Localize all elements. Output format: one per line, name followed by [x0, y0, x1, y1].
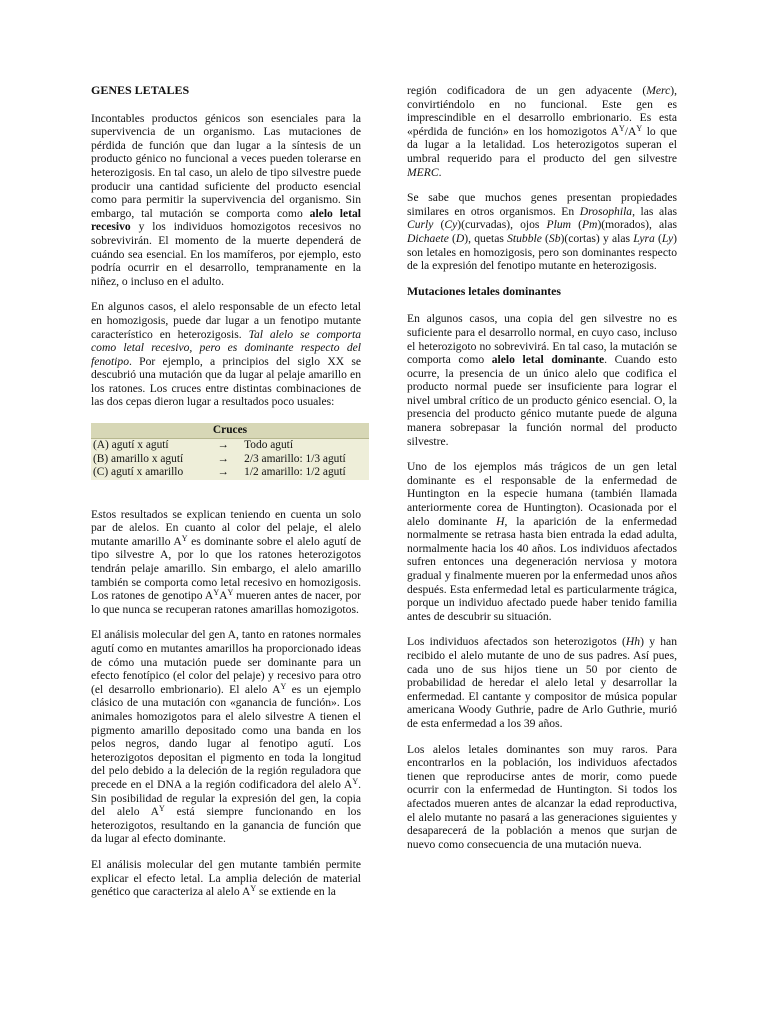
arrow-icon: →: [204, 453, 242, 466]
paragraph-lethal-recessive: Incontables productos génicos son esenciales para la supervivencia de un organismo. Las mutaciones de pérdida de función que dan lugar a la síntesis de un producto génico no funcional a veces pueden tolerarse en heterozigosis. En tal caso, un alelo de tipo silvestre puede producir una cantidad suficiente del producto esencial como para permitir la supervivencia del organismo. Sin embargo, tal mutación se comporta como alelo letal recesivo y los individuos homozigotos recesivos no sobrevivirán. El momento de la muerte dependerá de cuándo sea esencial. En los mamíferos, por ejemplo, esto podría ocurrir en el desarrollo, tempranamente en la niñez, o incluso en el adulto.: [91, 111, 361, 288]
term-dominant-lethal: alelo letal dominante: [491, 353, 605, 367]
paragraph-explanation: Estos resultados se explican teniendo en cuenta un solo par de alelos. En cuanto al color del pelaje, el alelo mutante amarillo $A^Y$ es dominante sobre el alelo agutí de tipo silvestre A, por lo que los ratones heterozigotos tendrán pelaje amarillo. Sin embargo, el alelo amarillo también se comporta como letal recesivo en homozigosis. Los ratones de genotipo $A^YA^Y$ mueren antes de nacer, por lo que nunca se recuperan ratones amarillas homozigotos.: [91, 507, 361, 616]
cross-cell: (C) agutí x amarillo: [91, 466, 204, 479]
table-row: [91, 453, 369, 466]
table-row: [91, 466, 369, 479]
paragraph-drosophila: Se sabe que muchos genes presentan propiedades similares en otros organismos. En Drosophila, las alas Curly (Cy)(curvadas), ojos Plum (Pm)(morados), alas Dichaete (D), quetas Stubble (Sb)(cortas) y alas Lyra (Ly) son letales en homozigosis, pero son dominantes respecto de la expresión del fenotipo mutante en heterozigosis.: [407, 191, 677, 273]
crosses-table-header: Cruces: [91, 423, 369, 439]
term-recessive-lethal: alelo letal recesivo: [91, 206, 361, 234]
right-column: [407, 84, 677, 863]
left-column: [91, 84, 361, 911]
paragraph-merc-gene: región codificadora de un gen adyacente (Merc), convirtiéndolo en no funcional. Este gen es imprescindible en el desarrollo embrionario. Es esta «pérdida de función» en los homozigotos $A^Y/A^Y$ lo que da lugar a la letalidad. Los heterozigotos superan el umbral requerido para el producto del gen silvestre MERC.: [407, 84, 677, 179]
paragraph-rare-alleles: Los alelos letales dominantes son muy raros. Para encontrarlos en la población, los individuos afectados tienen que reproducirse antes de morir, como puede ocurrir con la enfermedad de Huntington. Si todos los afectados mueren antes de alcanzar la edad reproductiva, el alelo mutante no pasará a las generaciones siguientes y desaparecerá de la población a menos que surjan de nuevo como consecuencia de una mutación nueva.: [407, 742, 677, 851]
result-cell: Todo agutí: [242, 439, 369, 453]
cross-cell: (A) agutí x agutí: [91, 439, 204, 453]
result-cell: 1/2 amarillo: 1/2 agutí: [242, 466, 369, 479]
arrow-icon: →: [204, 466, 242, 479]
table-row: [91, 439, 369, 453]
crosses-table: [91, 423, 369, 480]
paragraph-molecular-analysis: El análisis molecular del gen A, tanto en ratones normales agutí como en mutantes amarillos ha proporcionado ideas de cómo una mutación puede ser dominante para un efecto fenotípico (el color del pelaje) y recesivo para otro (el desarrollo embrionario). El alelo $A^Y$ es un ejemplo clásico de una mutación con «ganancia de función». Los animales homozigotos para el alelo silvestre A tienen el pigmento amarillo depositado como una banda en los pelos negros, dando lugar al fenotipo agutí. Los heterozigotos depositan el pigmento en toda la longitud del pelo debido a la deleción de la región reguladora que precede en el DNA a la región codificadora del alelo $A^Y$. Sin posibilidad de regular la expresión del gen, la copia del alelo $A^Y$ está siempre funcionando en los heterozigotos, resultando en la ganancia de función que da lugar al efecto dominante.: [91, 628, 361, 846]
section-heading: Mutaciones letales dominantes: [407, 283, 562, 298]
paragraph-heterozygous-phenotype: En algunos casos, el alelo responsable de un efecto letal en homozigosis, puede dar lugar a un fenotipo mutante característico en heterozigosis. Tal alelo se comporta como letal recesivo, pero es dominante respecto del fenotipo. Por ejemplo, a principios del siglo XX se descubrió una mutación que da lugar al pelaje amarillo en los ratones. Los cruces entre distintas combinaciones de las dos cepas dieron lugar a resultados poco usuales:: [91, 300, 361, 409]
italic-statement: Tal alelo se comporta como letal recesivo, pero es dominante respecto del fenotipo: [91, 327, 361, 368]
paragraph-lethal-effect: El análisis molecular del gen mutante también permite explicar el efecto letal. La amplia deleción de material genético que caracteriza al alelo $A^Y$ se extiende en la: [91, 857, 361, 899]
result-cell: 2/3 amarillo: 1/3 agutí: [242, 453, 369, 466]
paragraph-dominant-lethal: En algunos casos, una copia del gen silvestre no es suficiente para el desarrollo normal, en cuyo caso, incluso el heterozigoto no sobrevivirá. En tal caso, la mutación se comporta como alelo letal dominante. Cuando esto ocurre, la presencia de un único alelo que codifica el producto normal puede ser insuficiente para lograr el nivel umbral crítico de un producto génico esencial. O, la presencia del producto génico mutante puede de alguna manera sobrepasar la función normal del producto silvestre.: [407, 312, 677, 448]
cross-cell: (B) amarillo x agutí: [91, 453, 204, 466]
arrow-icon: →: [204, 439, 242, 453]
paragraph-huntington: Uno de los ejemplos más trágicos de un gen letal dominante es el responsable de la enfermedad de Huntington en la especie humana (también llamada anteriormente corea de Huntington). Ocasionada por el alelo dominante H, la aparición de la enfermedad normalmente se retrasa hasta bien entrada la edad adulta, normalmente hacia los 40 años. Los individuos afectados sufren entonces una degeneración nerviosa y motora gradual y finalmente mueren por la enfermedad unos años después. Esta enfermedad letal es particularmente trágica, porque un individuo afectado puede haber tenido familia antes de descubrir su situación.: [407, 460, 677, 623]
document-title: GENES LETALES: [91, 83, 190, 97]
paragraph-heterozygotes: Los individuos afectados son heterozigotos (Hh) y han recibido el alelo mutante de uno de sus padres. Así pues, cada uno de sus hijos tiene un 50 por ciento de probabilidad de heredar el alelo letal y desarrollar la enfermedad. El cantante y compositor de música popular americana Woody Guthrie, padre de Arlo Guthrie, murió de esta enfermedad a los 39 años.: [407, 635, 677, 730]
